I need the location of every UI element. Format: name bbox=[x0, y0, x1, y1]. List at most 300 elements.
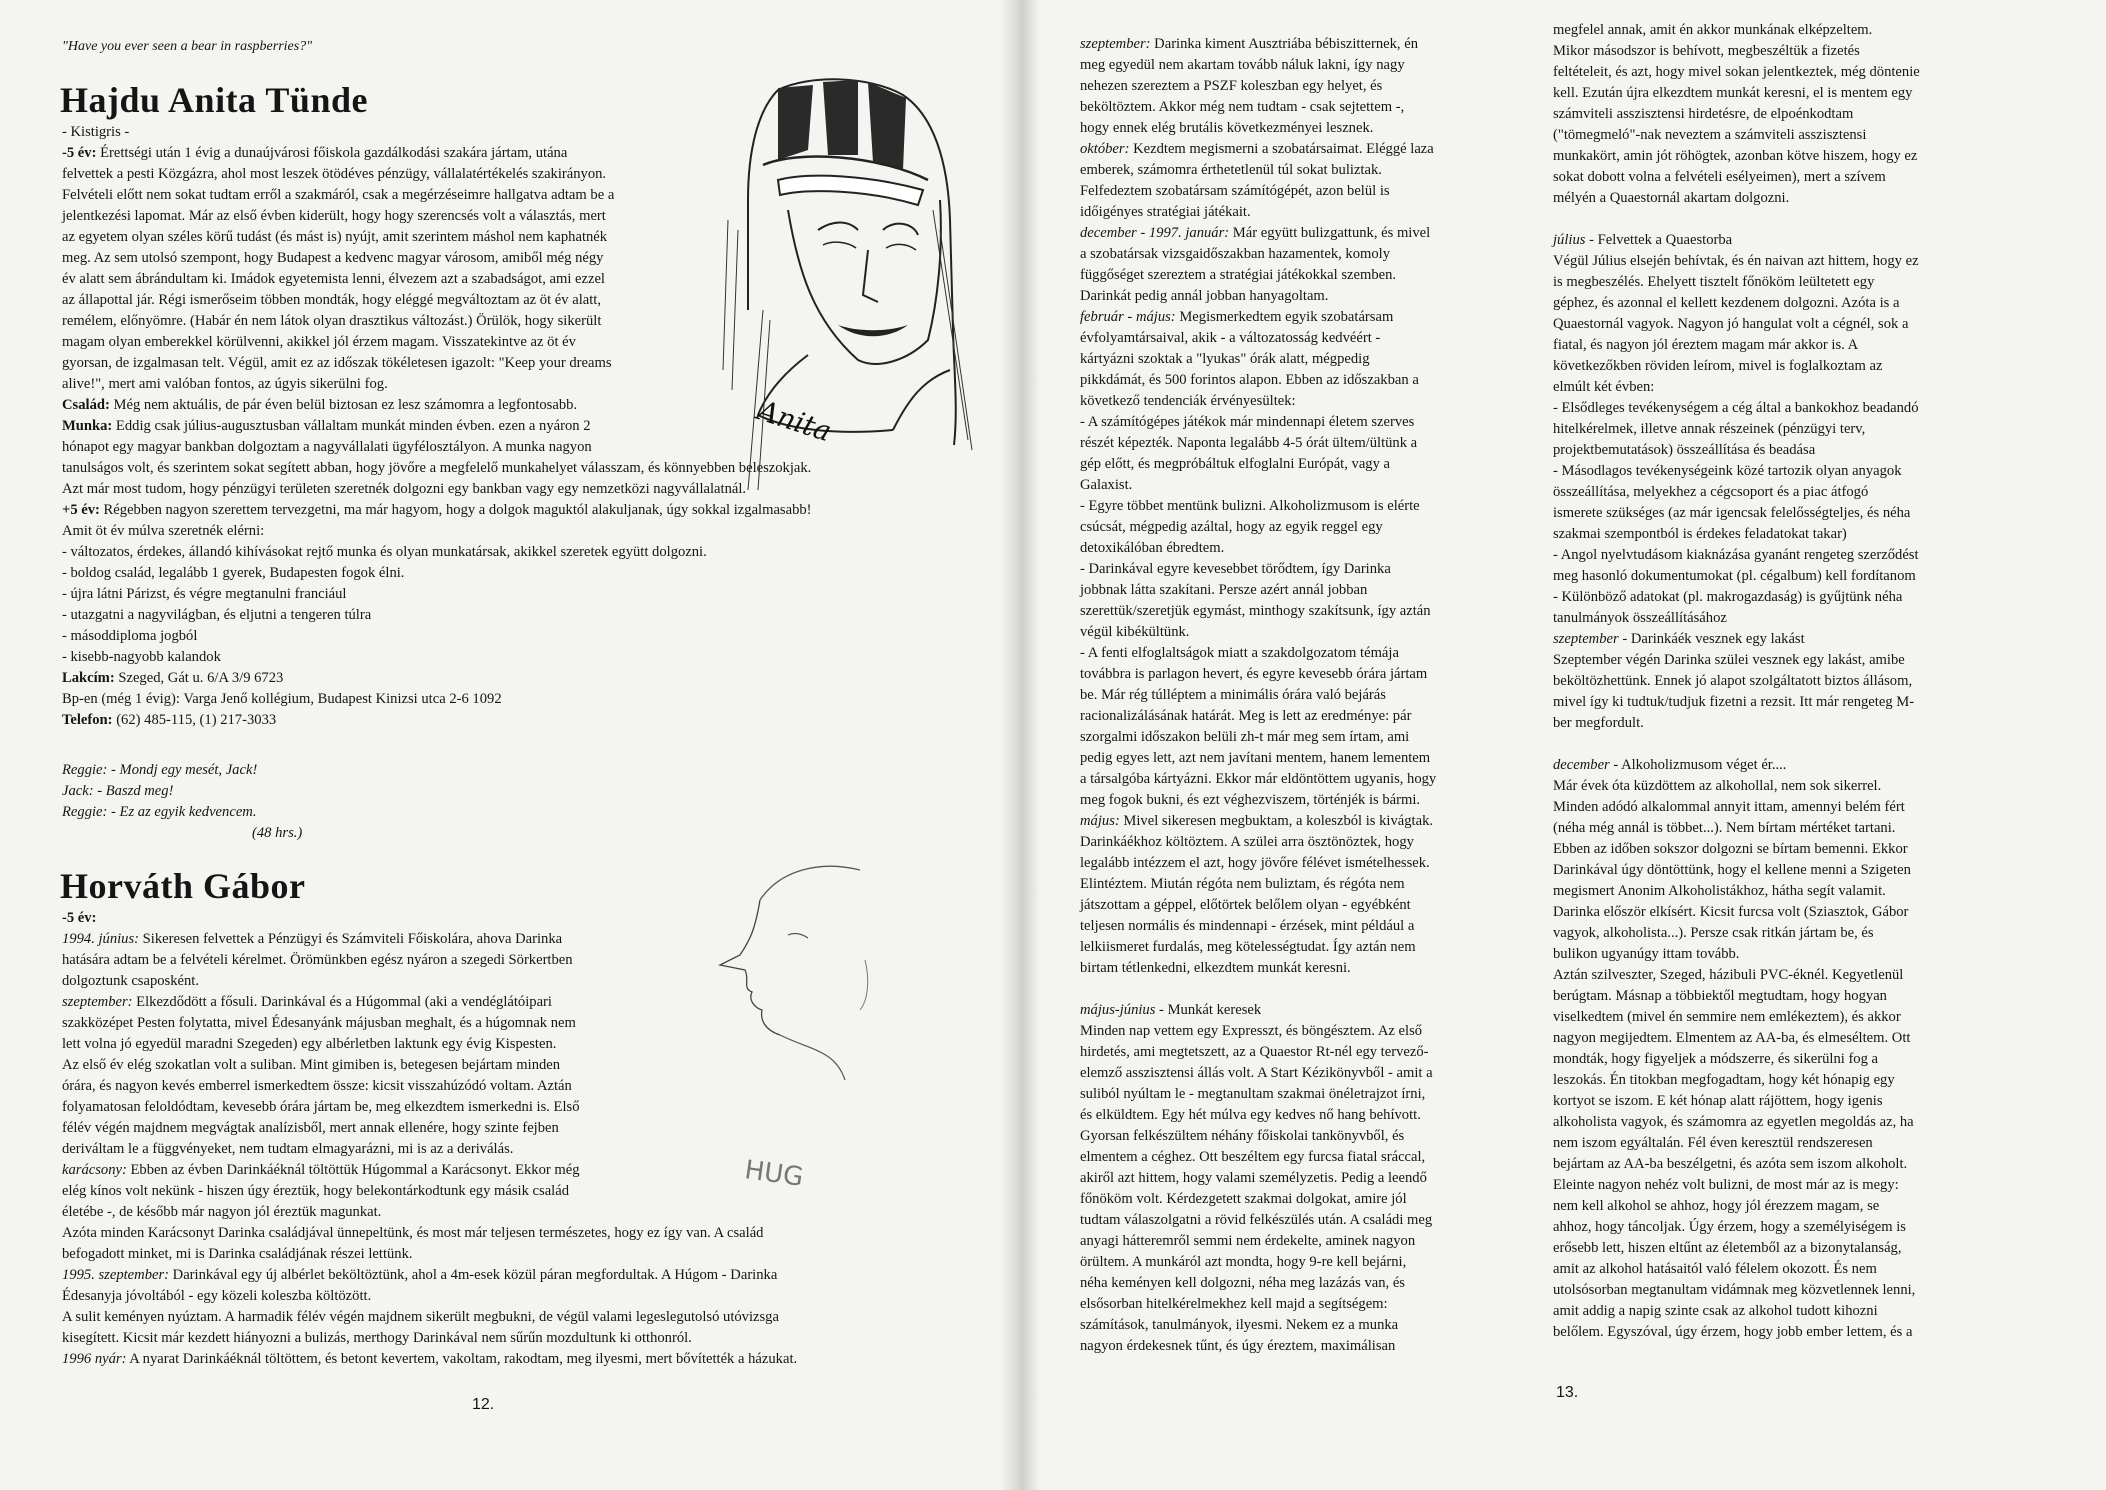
text-line bbox=[1080, 790, 1436, 811]
text-line bbox=[1553, 734, 1920, 755]
line-text: munkakört, amin jót röhögtek, azonban kötve hiszem, hogy ez bbox=[1553, 148, 1918, 164]
date-label: július bbox=[1553, 232, 1586, 248]
line-text: továbbra is parlagon hevert, és egyre kevesebb órára jártam bbox=[1080, 666, 1428, 682]
text-line bbox=[62, 584, 812, 605]
line-text: - másoddiploma jogból bbox=[62, 628, 198, 644]
text-line bbox=[1553, 1070, 1920, 1091]
line-text: - boldog család, legalább 1 gyerek, Budapesten fogok élni. bbox=[62, 565, 405, 581]
text-line bbox=[1553, 230, 1920, 251]
text-line bbox=[1080, 832, 1436, 853]
text-line bbox=[62, 668, 812, 689]
text-line bbox=[1553, 650, 1920, 671]
text-line bbox=[62, 605, 812, 626]
text-line bbox=[1080, 475, 1436, 496]
text-line bbox=[62, 227, 812, 248]
text-line bbox=[1080, 328, 1436, 349]
text-line bbox=[1080, 391, 1436, 412]
text-line bbox=[1080, 265, 1436, 286]
text-line bbox=[62, 290, 812, 311]
text-line bbox=[1080, 874, 1436, 895]
line-text: meg hasonló dokumentumokat (pl. cégalbum) kell fordítanom bbox=[1553, 568, 1916, 584]
line-text: kártyázni szoktak a "lyukas" órák alatt, mégpedig bbox=[1080, 351, 1370, 367]
text-line bbox=[1553, 314, 1920, 335]
text-line bbox=[62, 1307, 797, 1328]
line-text: lelkiismeret furdalás, meg kötelességtudat. Így aztán nem bbox=[1080, 939, 1416, 955]
line-text: teljesen normális és mindennapi - érzések, mint például a bbox=[1080, 918, 1415, 934]
text-line bbox=[62, 332, 812, 353]
text-line bbox=[1553, 272, 1920, 293]
text-line bbox=[62, 542, 812, 563]
line-text: főnököm volt. Kérdezgetett szakmai dolgokat, amire jól bbox=[1080, 1191, 1407, 1207]
line-text: hónapot egy magyar bankban dolgoztam a nagyvállalati ügyfélosztályon. A munka nagyon bbox=[62, 439, 592, 455]
text-line bbox=[62, 416, 812, 437]
line-text: Minden nap vettem egy Expresszt, és böngésztem. Az első bbox=[1080, 1023, 1423, 1039]
line-text: Az első év elég szokatlan volt a suliban. Mint gimiben is, betegesen bejártam minden bbox=[62, 1057, 561, 1073]
line-text: Gyorsan felkészültem néhány főiskolai tankönyvből, és bbox=[1080, 1128, 1405, 1144]
text-line bbox=[1080, 748, 1436, 769]
line-text: alkoholista vagyok, és számomra az egyetlen megoldás az, ha bbox=[1553, 1114, 1914, 1130]
text-line bbox=[1553, 839, 1920, 860]
text-line bbox=[62, 395, 812, 416]
line-text: Amit öt év múlva szeretnék elérni: bbox=[62, 523, 265, 539]
line-text: Ebben az időben sokszor dolgozni se bírtam bemenni. Ekkor bbox=[1553, 841, 1908, 857]
line-text: szerettük/szeretjük egymást, minthogy szakítsunk, így aztán bbox=[1080, 603, 1431, 619]
field-label: -5 év: bbox=[62, 910, 97, 926]
text-line bbox=[62, 1265, 797, 1286]
text-line bbox=[62, 1328, 797, 1349]
text-line bbox=[1080, 76, 1436, 97]
text-line bbox=[1080, 433, 1436, 454]
text-line bbox=[1553, 545, 1920, 566]
text-line bbox=[1080, 622, 1436, 643]
line-text: órára, és nagyon kevés emberrel ismerkedtem össze: kicsit visszahúzódó voltam. Aztán bbox=[62, 1078, 572, 1094]
text-line bbox=[1553, 1007, 1920, 1028]
line-text: Darinka kiment Ausztriába bébiszitternek, én bbox=[1150, 36, 1418, 52]
text-line bbox=[1553, 251, 1920, 272]
line-text: következő tendenciák érvényesültek: bbox=[1080, 393, 1296, 409]
text-line bbox=[1080, 55, 1436, 76]
text-line bbox=[62, 908, 797, 929]
line-text: Minden adódó alkalommal annyit ittam, amennyi belém fért bbox=[1553, 799, 1905, 815]
line-text: év alatt sem ábrándultam ki. Imádok egyetemista lenni, élvezem azt a szabadságot, ami ezzel bbox=[62, 271, 605, 287]
text-line bbox=[1553, 524, 1920, 545]
line-text: A nyarat Darinkáéknál töltöttem, és betont kevertem, vakoltam, rakodtam, meg ilyesmi, mert bővítették a házukat. bbox=[126, 1351, 798, 1367]
text-line bbox=[1553, 20, 1920, 41]
line-text: elemző asszisztensi állás volt. A Start Kézikönyvből - amit a bbox=[1080, 1065, 1433, 1081]
line-text: Felfedeztem szobatársam számítógépét, azon belül is bbox=[1080, 183, 1390, 199]
line-text: a szobatársak vizsgaidőszakban hazamentek, komoly bbox=[1080, 246, 1391, 262]
text-line bbox=[1553, 965, 1920, 986]
text-line bbox=[1080, 601, 1436, 622]
line-text: Darinkát pedig annál jobban hanyagoltam. bbox=[1080, 288, 1329, 304]
line-text: leszokás. Én titokban megfogadtam, hogy két hónapig egy bbox=[1553, 1072, 1895, 1088]
line-text: - változatos, érdekes, állandó kihívásokat rejtő munka és olyan munkatársak, akikkel szeretek együtt dolgozni. bbox=[62, 544, 707, 560]
text-line bbox=[1080, 685, 1436, 706]
text-line bbox=[1553, 41, 1920, 62]
line-text: detoxikálóban ébredtem. bbox=[1080, 540, 1225, 556]
text-line bbox=[1553, 860, 1920, 881]
text-line bbox=[1553, 1049, 1920, 1070]
text-line bbox=[62, 1076, 797, 1097]
line-text: vagyok, alkoholista...). Persze csak ritkán jártam be, és bbox=[1553, 925, 1874, 941]
text-line bbox=[1080, 1063, 1436, 1084]
text-line bbox=[1553, 188, 1920, 209]
line-text: Szeptember végén Darinka szülei vesznek egy lakást, amibe bbox=[1553, 652, 1905, 668]
text-line bbox=[1553, 335, 1920, 356]
text-line bbox=[1553, 146, 1920, 167]
text-line bbox=[1553, 1238, 1920, 1259]
line-text: befogadott minket, mi is Darinka családjának részei lettünk. bbox=[62, 1246, 413, 1262]
text-line bbox=[1080, 160, 1436, 181]
text-line bbox=[1080, 643, 1436, 664]
line-text: szakmai szempontból is érdekes feladatokat takar) bbox=[1553, 526, 1847, 542]
line-text: örültem. A munkáról azt mondta, hogy 9-re kell bejárni, bbox=[1080, 1254, 1407, 1270]
line-text: gyorsan, de izgalmasan telt. Végül, amit ez az időszak tökéletesen igazolt: "Keep your dreams bbox=[62, 355, 612, 371]
line-text: Ebben az évben Darinkáéknál töltöttük Húgommal a Karácsonyt. Ekkor még bbox=[126, 1162, 580, 1178]
line-text: ber megfordult. bbox=[1553, 715, 1644, 731]
text-line bbox=[62, 992, 797, 1013]
line-text: Végül Július elsején behívtak, és én naivan azt hittem, hogy ez bbox=[1553, 253, 1919, 269]
date-label: október: bbox=[1080, 141, 1130, 157]
person-name-horvath: Horváth Gábor bbox=[60, 866, 306, 906]
text-line bbox=[1080, 1147, 1436, 1168]
line-text: (néha még annál is többet...). Nem bírtam mértéket tartani. bbox=[1553, 820, 1896, 836]
line-text: csúcsát, mégpedig azáltal, hogy az egyik reggel egy bbox=[1080, 519, 1383, 535]
line-text: Darinkával egy új albérlet beköltöztünk, ahol a 4m-esek közül páran megfordultak. A Húgom - Darinka bbox=[169, 1267, 778, 1283]
text-line bbox=[1080, 853, 1436, 874]
line-text: - Angol nyelvtudásom kiaknázása gyanánt rengeteg szerződést bbox=[1553, 547, 1919, 563]
line-text: be. Már rég túlléptem a minimális órára való bejárás bbox=[1080, 687, 1386, 703]
line-text: következőkben röviden leírom, mivel is foglalkoztam az bbox=[1553, 358, 1883, 374]
text-line bbox=[1080, 286, 1436, 307]
page-number-left: 12. bbox=[472, 1396, 495, 1413]
line-text: évfolyamtársaival, akik - a változatosság kedvéért - bbox=[1080, 330, 1381, 346]
line-text: Azt már most tudom, hogy pénzügyi területen szeretnék dolgozni egy bankban vagy egy nemzetközi nagyvállalatnál. bbox=[62, 481, 747, 497]
text-line bbox=[62, 929, 797, 950]
text-line bbox=[1080, 811, 1436, 832]
field-label: Család: bbox=[62, 397, 110, 413]
line-text: beköltöztem. Akkor még nem tudtam - csak sejtettem -, bbox=[1080, 99, 1405, 115]
dialogue-source: (48 hrs.) bbox=[252, 825, 303, 841]
text-line bbox=[62, 437, 812, 458]
text-line bbox=[1553, 83, 1920, 104]
right-page bbox=[1040, 0, 2106, 1490]
line-text: utolsósorban megtanultam vidámnak meg közvetlennek lenni, bbox=[1553, 1282, 1916, 1298]
line-text: gép előtt, és megpróbáltuk elfoglalni Európát, vagy a bbox=[1080, 456, 1391, 472]
text-line bbox=[62, 206, 812, 227]
text-line bbox=[62, 950, 797, 971]
line-text: - Elsődleges tevékenységem a cég által a bankokhoz beadandó bbox=[1553, 400, 1919, 416]
line-text: számviteli asszisztensi hirdetésre, de elpoénkodtam bbox=[1553, 106, 1854, 122]
text-line bbox=[62, 1097, 797, 1118]
dialogue-line: Reggie: - Mondj egy mesét, Jack! bbox=[62, 762, 258, 778]
text-line bbox=[62, 500, 812, 521]
text-line bbox=[1553, 1112, 1920, 1133]
line-text: nagyon megijedtem. Elmentem az AA-ba, és elmeséltem. Ott bbox=[1553, 1030, 1911, 1046]
text-line bbox=[1553, 104, 1920, 125]
text-line bbox=[62, 1244, 797, 1265]
date-label: május-június bbox=[1080, 1002, 1156, 1018]
line-text: A sulit keményen nyúztam. A harmadik félév végén majdnem sikerült megbukni, de végül valami legeslegutolsó utóvizsga bbox=[62, 1309, 779, 1325]
line-text: elmentem a céghez. Ott beszéltem egy furcsa fiatal sráccal, bbox=[1080, 1149, 1426, 1165]
line-text: ("tömegmeló"-nak neveztem a számviteli asszisztensi bbox=[1553, 127, 1867, 143]
line-text: mondták, hogy figyeljek a módszerre, és sikerülni fog a bbox=[1553, 1051, 1879, 1067]
line-text: szorgalmi időszakon belüli zh-t már meg sem írtam, ami bbox=[1080, 729, 1410, 745]
line-text: elsősorban hitelkérelmekhez kell majd a segítségem: bbox=[1080, 1296, 1388, 1312]
person-name-hajdu: Hajdu Anita Tünde bbox=[60, 80, 368, 120]
text-line bbox=[1553, 566, 1920, 587]
text-line bbox=[62, 311, 812, 332]
line-text: tanulmányok összeállításához bbox=[1553, 610, 1727, 626]
line-text: Mikor másodszor is behívott, megbeszéltük a fizetés bbox=[1553, 43, 1860, 59]
line-text: pedig egyes lett, azt nem javítani mentem, hanem lementem bbox=[1080, 750, 1431, 766]
field-label: -5 év: bbox=[62, 145, 97, 161]
text-line bbox=[62, 1202, 797, 1223]
line-text: Mivel sikeresen megbuktam, a koleszból is kivágtak. bbox=[1119, 813, 1434, 829]
line-text: - kisebb-nagyobb kalandok bbox=[62, 649, 221, 665]
portrait-drawing-anita bbox=[718, 70, 976, 490]
line-text: - A számítógépes játékok már mindennapi életem szerves bbox=[1080, 414, 1415, 430]
line-text: nem kell alkohol se ahhoz, hogy jól érezzem magam, se bbox=[1553, 1198, 1880, 1214]
line-text: remélem, előnyömre. (Habár én nem látok olyan drasztikus változást.) Örülök, hogy sikerült bbox=[62, 313, 602, 329]
line-text: életébe -, de később már nagyon jól éreztük magunkat. bbox=[62, 1204, 382, 1220]
line-text: a társalgóba kártyázni. Ekkor már eldöntöttem ugyanis, hogy bbox=[1080, 771, 1437, 787]
text-line bbox=[1080, 1294, 1436, 1315]
text-line bbox=[62, 971, 797, 992]
field-label: +5 év: bbox=[62, 502, 100, 518]
text-line bbox=[1553, 125, 1920, 146]
date-label: május: bbox=[1080, 813, 1120, 829]
text-line bbox=[1080, 307, 1436, 328]
line-text: Darinkáékhoz költöztem. A szülei arra ösztönöztek, hogy bbox=[1080, 834, 1414, 850]
date-label: február - május: bbox=[1080, 309, 1176, 325]
line-text: Már együtt bulizgattunk, és mivel bbox=[1229, 225, 1431, 241]
text-line bbox=[1080, 244, 1436, 265]
date-label: december bbox=[1553, 757, 1610, 773]
date-label: karácsony: bbox=[62, 1162, 127, 1178]
line-text: Édesanyja jóvoltából - egy közeli koleszba költözött. bbox=[62, 1288, 372, 1304]
text-line bbox=[1553, 818, 1920, 839]
text-line bbox=[1080, 370, 1436, 391]
text-line bbox=[1553, 587, 1920, 608]
text-line bbox=[1553, 461, 1920, 482]
line-text: játszottam a géppel, előtörtek belőlem olyan - egyébként bbox=[1080, 897, 1411, 913]
line-text: Elkezdődött a fősuli. Darinkával és a Húgommal (aki a vendéglátóipari bbox=[132, 994, 552, 1010]
text-line bbox=[1080, 412, 1436, 433]
profile-text-hajdu bbox=[62, 143, 812, 731]
signature-hug: HUG bbox=[742, 1155, 806, 1193]
line-text: szakközépet Pesten folytatta, mivel Édesanyánk májusban meghalt, és a húgomnak nem bbox=[62, 1015, 576, 1031]
text-line bbox=[1080, 349, 1436, 370]
text-line bbox=[1553, 377, 1920, 398]
line-text: Bp-en (még 1 évig): Varga Jenő kollégium, Budapest Kinizsi utca 2-6 1092 bbox=[62, 691, 502, 707]
text-line bbox=[62, 1181, 797, 1202]
movie-dialogue bbox=[62, 760, 302, 844]
text-line bbox=[1553, 440, 1920, 461]
date-label: szeptember bbox=[1553, 631, 1619, 647]
text-line bbox=[1553, 881, 1920, 902]
text-line bbox=[62, 1139, 797, 1160]
line-text: Még nem aktuális, de pár éven belül biztosan ez lesz számomra a legfontosabb. bbox=[109, 397, 578, 413]
text-line bbox=[62, 563, 812, 584]
line-text: néha keményen kell dolgozni, néha meg lazázás van, és bbox=[1080, 1275, 1405, 1291]
line-text: ahhoz, hogy táncoljak. Úgy érzem, hogy a személyiségem is bbox=[1553, 1219, 1906, 1235]
text-line bbox=[1080, 1273, 1436, 1294]
text-line bbox=[1080, 580, 1436, 601]
line-text: hogy ennek elég brutális következményei lesznek. bbox=[1080, 120, 1374, 136]
text-line bbox=[1080, 1105, 1436, 1126]
line-text: géphez, és azonnal el kellett kezdenem dolgozni. Azóta is a bbox=[1553, 295, 1900, 311]
text-line bbox=[1080, 1126, 1436, 1147]
line-text: sokat dobott volna a felvételi esélyeimen), mert a szívem bbox=[1553, 169, 1886, 185]
line-text: fiatal, és nagyon jól éreztem magam már akkor is. A bbox=[1553, 337, 1859, 353]
text-line bbox=[1553, 944, 1920, 965]
text-line bbox=[1553, 62, 1920, 83]
right-column-2 bbox=[1553, 20, 1920, 1343]
text-line bbox=[1080, 97, 1436, 118]
date-label: 1994. június: bbox=[62, 931, 140, 947]
line-text: viselkedtem (mivel én semmire nem emlékeztem), és akkor bbox=[1553, 1009, 1901, 1025]
line-text: Eddig csak július-augusztusban vállaltam munkát minden évben. ezen a nyáron 2 bbox=[112, 418, 591, 434]
line-text: végül kibékültünk. bbox=[1080, 624, 1190, 640]
text-line bbox=[1080, 916, 1436, 937]
line-text: meg egyedül nem akartam tovább náluk lakni, így nagy bbox=[1080, 57, 1405, 73]
line-text: - Alkoholizmusom véget ér.... bbox=[1609, 757, 1787, 773]
text-line bbox=[1553, 356, 1920, 377]
text-line bbox=[1553, 1028, 1920, 1049]
text-line bbox=[1080, 937, 1436, 958]
text-line bbox=[1080, 118, 1436, 139]
line-text: hirdetés, ami megtetszett, az a Quaestor Rt-nél egy tervező- bbox=[1080, 1044, 1429, 1060]
text-line bbox=[62, 1013, 797, 1034]
text-line bbox=[1080, 1315, 1436, 1336]
line-text: meg fogok bukni, és ezt véghezviszem, történjék is bármi. bbox=[1080, 792, 1421, 808]
line-text: lett volna jó egyedül maradni Szegeden) egy albérletben laktunk egy évig Kispesten. bbox=[62, 1036, 557, 1052]
dialogue-line: Jack: - Baszd meg! bbox=[62, 783, 174, 799]
line-text: Aztán szilveszter, Szeged, házibuli PVC-éknél. Kegyetlenül bbox=[1553, 967, 1904, 983]
line-text: amit az alkohol hatásaitól való félelem okozott. És nem bbox=[1553, 1261, 1877, 1277]
line-text: - Munkát keresek bbox=[1155, 1002, 1262, 1018]
text-line bbox=[1553, 209, 1920, 230]
page-number-right: 13. bbox=[1556, 1384, 1579, 1401]
line-text: időigényes stratégiai játékait. bbox=[1080, 204, 1251, 220]
text-line bbox=[1553, 755, 1920, 776]
text-line bbox=[62, 1160, 797, 1181]
line-text: is megbeszélés. Ehelyett tisztelt főnököm leültetett egy bbox=[1553, 274, 1875, 290]
text-line bbox=[1553, 482, 1920, 503]
line-text: Már évek óta küzdöttem az alkohollal, nem sok sikerrel. bbox=[1553, 778, 1882, 794]
line-text: elég kínos volt nekünk - hiszen úgy éreztük, hogy belekontárkodtunk egy másik család bbox=[62, 1183, 570, 1199]
line-text: elmúlt két évben: bbox=[1553, 379, 1655, 395]
field-label: Lakcím: bbox=[62, 670, 115, 686]
text-line bbox=[1080, 1252, 1436, 1273]
text-line bbox=[1553, 1259, 1920, 1280]
text-line bbox=[1080, 706, 1436, 727]
book-gutter bbox=[1000, 0, 1040, 1490]
line-text: bejártam az AA-ba beszélgetni, és azóta sem iszom alkoholt. bbox=[1553, 1156, 1908, 1172]
text-line bbox=[1080, 727, 1436, 748]
line-text: Darinkával úgy döntöttünk, hogy el kellene menni a Szigeten bbox=[1553, 862, 1911, 878]
text-line bbox=[1553, 671, 1920, 692]
line-text: berúgtam. Másnap a többiektől megtudtam, hogy hogyan bbox=[1553, 988, 1887, 1004]
line-text: megismert Anonim Alkoholistákhoz, hátha segít valamit. bbox=[1553, 883, 1886, 899]
text-line bbox=[62, 1118, 797, 1139]
line-text: Régebben nagyon szerettem tervezgetni, ma már hagyom, hogy a dolgok maguktól alakuljanak, úgy sokkal izgalmasabb! bbox=[99, 502, 812, 518]
line-text: nehezen szereztem a PSZF koleszban egy helyet, és bbox=[1080, 78, 1383, 94]
text-line bbox=[62, 458, 812, 479]
line-text: jobbnak látta szakítani. Persze azért annál jobban bbox=[1080, 582, 1368, 598]
line-text: meg. Az sem utolsó szempont, hogy Budapest a kedvenc magyar városom, amiből még négy bbox=[62, 250, 604, 266]
text-line bbox=[1553, 902, 1920, 923]
text-line bbox=[62, 1055, 797, 1076]
line-text: deriváltam le a függvényeket, nem tudtam elmagyarázni, mi is az a deriválás. bbox=[62, 1141, 514, 1157]
line-text: legalább intézzem el azt, hogy jövőre félévet ismételhessek. bbox=[1080, 855, 1430, 871]
line-text: - Felvettek a Quaestorba bbox=[1585, 232, 1733, 248]
text-line bbox=[62, 710, 812, 731]
line-text: Érettségi után 1 évig a dunaújvárosi főiskola gazdálkodási szakára jártam, utána bbox=[96, 145, 568, 161]
line-text: Elintéztem. Miután régóta nem buliztam, és régóta nem bbox=[1080, 876, 1405, 892]
line-text: - A fenti elfoglaltságok miatt a szakdolgozatom témája bbox=[1080, 645, 1399, 661]
line-text: - utazgatni a nagyvilágban, és eljutni a tengeren túlra bbox=[62, 607, 372, 623]
line-text: Eleinte nagyon nehéz volt bulizni, de most már az is megy: bbox=[1553, 1177, 1899, 1193]
line-text: - Darinkával egyre kevesebbet törődtem, így Darinka bbox=[1080, 561, 1391, 577]
text-line bbox=[1080, 1231, 1436, 1252]
text-line bbox=[1553, 713, 1920, 734]
profile-text-horvath bbox=[62, 908, 797, 1370]
line-text: bulikon ugyanúgy ittam tovább. bbox=[1553, 946, 1740, 962]
line-text: erősebb lett, hiszen eltűnt az életemből az a bizonytalanság, bbox=[1553, 1240, 1902, 1256]
line-text: kisegített. Kicsit már kezdett hiányozni a bulizás, merthogy Darinkával nem sűrűn mozdultunk ki otthonról. bbox=[62, 1330, 692, 1346]
line-text: Galaxist. bbox=[1080, 477, 1133, 493]
line-text: belőlem. Egyszóval, úgy érzem, hogy jobb ember lettem, és a bbox=[1553, 1324, 1913, 1340]
line-text: kortyot se iszom. E két hónap alatt rájöttem, hogy igenis bbox=[1553, 1093, 1883, 1109]
text-line bbox=[1553, 692, 1920, 713]
line-text: Sikeresen felvettek a Pénzügyi és Számviteli Főiskolára, ahova Darinka bbox=[139, 931, 563, 947]
line-text: pikkdámát, és 500 forintos alapon. Ebben az időszakban a bbox=[1080, 372, 1419, 388]
left-page bbox=[0, 0, 1000, 1490]
date-label: 1996 nyár: bbox=[62, 1351, 127, 1367]
text-line bbox=[1553, 293, 1920, 314]
line-text: nem iszom egyáltalán. Fél éven keresztül rendszeresen bbox=[1553, 1135, 1873, 1151]
text-line bbox=[1080, 454, 1436, 475]
line-text: nagyon érdekesnek tűnt, és úgy éreztem, maximálisan bbox=[1080, 1338, 1396, 1354]
text-line bbox=[1080, 517, 1436, 538]
date-label: december - 1997. január: bbox=[1080, 225, 1230, 241]
line-text: Megismerkedtem egyik szobatársam bbox=[1175, 309, 1394, 325]
line-text: amit addig a napig szinte csak az alkohol tudott kihozni bbox=[1553, 1303, 1878, 1319]
text-line bbox=[1553, 1217, 1920, 1238]
text-line bbox=[1080, 1189, 1436, 1210]
text-line bbox=[62, 1349, 797, 1370]
text-line bbox=[1080, 979, 1436, 1000]
text-line bbox=[1553, 419, 1920, 440]
text-line bbox=[1080, 1336, 1436, 1357]
line-text: felvettek a pesti Közgázra, ahol most leszek ötödéves pénzügy, vállalatértékelés szakirányon. bbox=[62, 166, 607, 182]
line-text: mivel így ki tudtuk/tudjuk fizetni a rezsit. Itt már rengeteg M- bbox=[1553, 694, 1915, 710]
text-line bbox=[1080, 1000, 1436, 1021]
text-line bbox=[1553, 629, 1920, 650]
text-line bbox=[1080, 202, 1436, 223]
field-label: Telefon: bbox=[62, 712, 113, 728]
text-line bbox=[62, 689, 812, 710]
text-line bbox=[62, 1223, 797, 1244]
line-text: (62) 485-115, (1) 217-3033 bbox=[112, 712, 277, 728]
text-line bbox=[1553, 1322, 1920, 1343]
line-text: Kezdtem megismerni a szobatársaimat. Eléggé laza bbox=[1129, 141, 1434, 157]
text-line bbox=[1080, 1042, 1436, 1063]
line-text: Quaestornál vagyok. Nagyon jó hangulat volt a cégnél, sok a bbox=[1553, 316, 1909, 332]
line-text: részét képezték. Naponta legalább 4-5 órát ültem/ültünk a bbox=[1080, 435, 1418, 451]
